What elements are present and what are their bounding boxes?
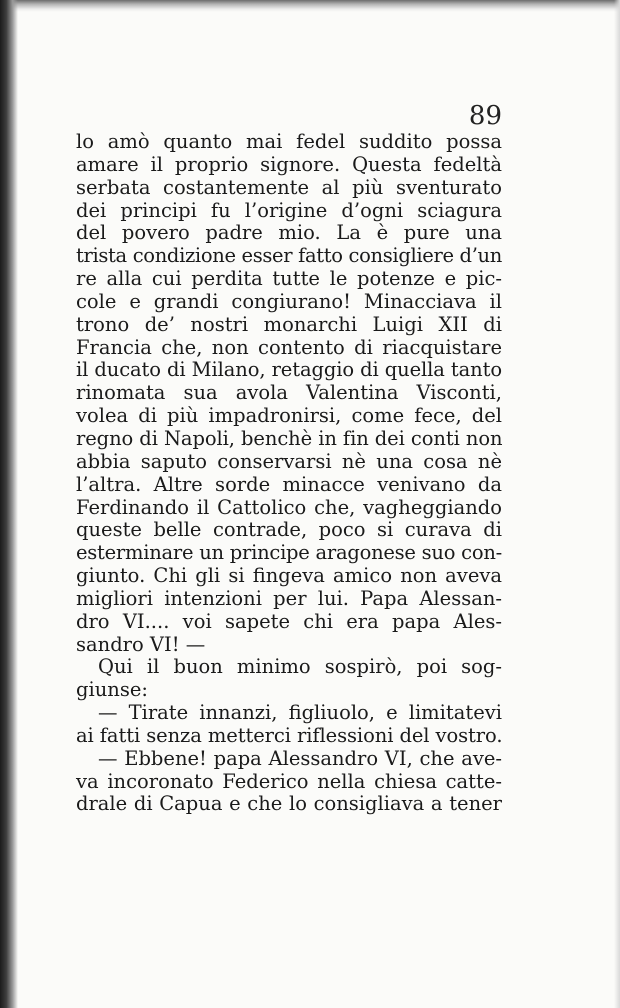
text-line: rinomata sua avola Valentina Visconti, <box>76 381 502 405</box>
text-line: va incoronato Federico nella chiesa catte- <box>76 769 502 793</box>
text-line: trono de’ nostri monarchi Luigi XII di <box>76 312 502 336</box>
text-line: lo amò quanto mai fedel suddito possa <box>76 130 502 153</box>
text-line: migliori intenzioni per lui. Papa Alessan- <box>76 586 502 610</box>
text-line: drale di Capua e che lo consigliava a tener <box>76 792 502 816</box>
text-line: il ducato di Milano, retaggio di quella tanto <box>76 358 502 382</box>
text-line: l’altra. Altre sorde minacce venivano da <box>76 472 502 496</box>
text-line: Qui il buon minimo sospirò, poi sog- <box>98 655 502 679</box>
text-line: ai fatti senza metterci riflessioni del vostro. <box>76 723 503 747</box>
page-top-edge-shadow <box>0 0 620 12</box>
text-line: sandro VI! — <box>76 632 206 656</box>
text-line: queste belle contrade, poco si curava di <box>76 518 502 542</box>
text-line: abbia saputo conservarsi nè una cosa nè <box>76 449 502 473</box>
text-line: dei principi fu l’origine d’ogni sciagura <box>76 198 502 222</box>
book-spine-shadow <box>0 0 18 1008</box>
text-line: Ferdinando il Cattolico che, vagheggiando <box>76 495 502 519</box>
text-line: giunto. Chi gli si fingeva amico non aveva <box>76 564 502 588</box>
text-line: — Tirate innanzi, figliuolo, e limitatevi <box>98 701 502 725</box>
text-line: del povero padre mio. La è pure una <box>76 221 502 245</box>
text-line: regno di Napoli, benchè in fin dei conti non <box>76 426 503 450</box>
text-line: dro VI.... voi sapete chi era papa Ales- <box>76 609 502 633</box>
text-line: Francia che, non contento di riacquistare <box>76 335 502 359</box>
page-right-edge <box>614 0 620 1008</box>
text-line: re alla cui perdita tutte le potenze e pic- <box>76 267 502 291</box>
text-line: cole e grandi congiurano! Minacciava il <box>76 289 502 313</box>
page-body-text <box>76 131 502 816</box>
text-line: amare il proprio signore. Questa fedeltà <box>76 152 502 176</box>
text-line: volea di più impadronirsi, come fece, del <box>76 404 502 428</box>
text-line: giunse: <box>76 678 148 702</box>
text-line: trista condizione esser fatto consigliere d’un <box>76 244 502 268</box>
text-line: esterminare un principe aragonese suo con- <box>76 541 502 565</box>
text-line: serbata costantemente al più sventurato <box>76 175 502 199</box>
page-number: 89 <box>468 101 502 131</box>
text-line: — Ebbene! papa Alessandro VI, che ave- <box>98 746 502 770</box>
